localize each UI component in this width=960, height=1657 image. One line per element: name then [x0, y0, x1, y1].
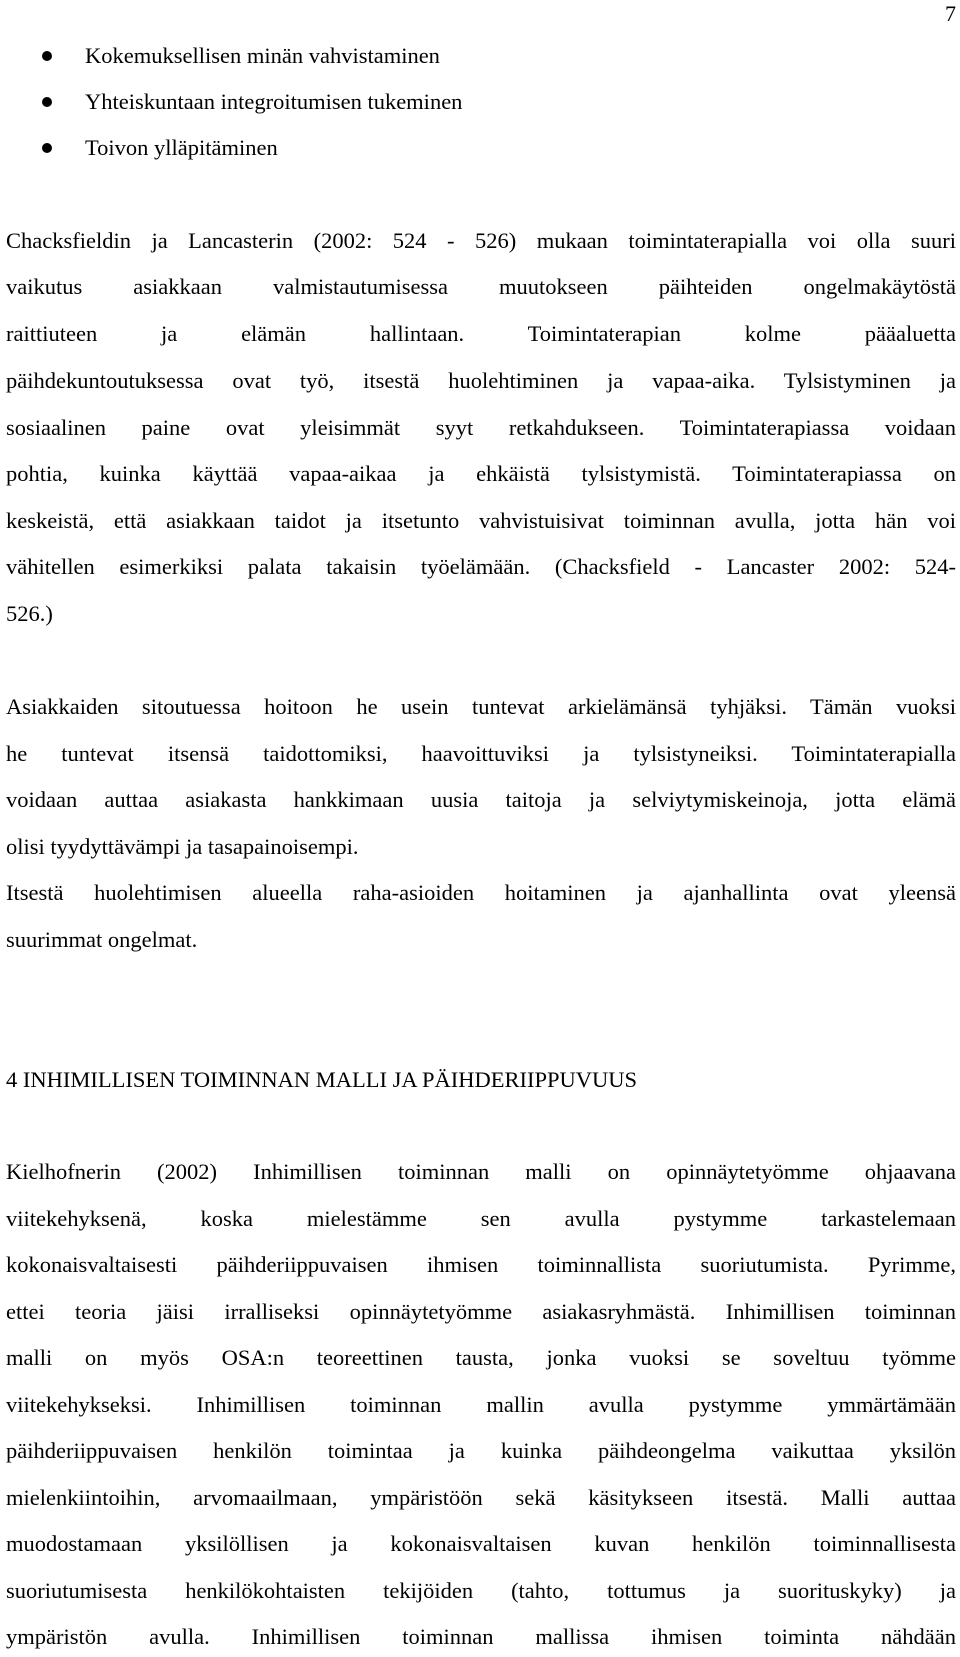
text-line: suoriutumisesta henkilökohtaisten tekijöiden (tahto, tottumus ja suorituskyky) ja [6, 1578, 956, 1603]
text-line: voidaan auttaa asiakasta hankkimaan uusia taitoja ja selviytymiskeinoja, jotta elämä [6, 787, 956, 812]
bullet-dot [42, 51, 52, 61]
bullet-item: Toivon ylläpitäminen [85, 135, 278, 160]
text-line: ympäristön avulla. Inhimillisen toiminnan mallissa ihmisen toiminta nähdään [6, 1624, 956, 1649]
text-line: sosiaalinen paine ovat yleisimmät syyt retkahdukseen. Toimintaterapiassa voidaan [6, 415, 956, 440]
text-line: päihdekuntoutuksessa ovat työ, itsestä huolehtiminen ja vapaa-aika. Tylsistyminen ja [6, 368, 956, 393]
section-heading: 4 INHIMILLISEN TOIMINNAN MALLI JA PÄIHDERIIPPUVUUS [6, 1067, 638, 1092]
text-line: päihderiippuvaisen henkilön toimintaa ja kuinka päihdeongelma vaikuttaa yksilön [6, 1438, 956, 1463]
text-line: raittiuteen ja elämän hallintaan. Toimintaterapian kolme pääaluetta [6, 321, 956, 346]
bullet-dot [42, 143, 52, 153]
text-line: 526.) [6, 601, 53, 626]
bullet-item: Yhteiskuntaan integroitumisen tukeminen [85, 89, 463, 114]
text-line: vähitellen esimerkiksi palata takaisin työelämään. (Chacksfield - Lancaster 2002: 524- [6, 554, 956, 579]
text-line: he tuntevat itsensä taidottomiksi, haavoittuviksi ja tylsistyneiksi. Toimintaterapialla [6, 741, 956, 766]
bullet-dot [42, 97, 52, 107]
text-line: keskeistä, että asiakkaan taidot ja itsetunto vahvistuisivat toiminnan avulla, jotta hän voi [6, 508, 956, 533]
text-line: ettei teoria jäisi irralliseksi opinnäytetyömme asiakasryhmästä. Inhimillisen toiminnan [6, 1299, 956, 1324]
text-line: muodostamaan yksilöllisen ja kokonaisvaltaisen kuvan henkilön toiminnallisesta [6, 1531, 956, 1556]
text-line: mielenkiintoihin, arvomaailmaan, ympäristöön sekä käsitykseen itsestä. Malli auttaa [6, 1485, 956, 1510]
text-line: Chacksfieldin ja Lancasterin (2002: 524 - 526) mukaan toimintaterapialla voi olla suuri [6, 228, 956, 253]
text-line: Asiakkaiden sitoutuessa hoitoon he usein tuntevat arkielämänsä tyhjäksi. Tämän vuoksi [6, 694, 956, 719]
text-line: kokonaisvaltaisesti päihderiippuvaisen ihmisen toiminnallista suoriutumista. Pyrimme, [6, 1252, 956, 1277]
page-number: 7 [945, 1, 956, 26]
bullet-item: Kokemuksellisen minän vahvistaminen [85, 43, 440, 68]
text-line: viitekehykseksi. Inhimillisen toiminnan mallin avulla pystymme ymmärtämään [6, 1392, 956, 1417]
text-line: pohtia, kuinka käyttää vapaa-aikaa ja ehkäistä tylsistymistä. Toimintaterapiassa on [6, 461, 956, 486]
text-line: vaikutus asiakkaan valmistautumisessa muutokseen päihteiden ongelmakäytöstä [6, 274, 956, 299]
text-line: viitekehyksenä, koska mielestämme sen avulla pystymme tarkastelemaan [6, 1206, 956, 1231]
text-line: Itsestä huolehtimisen alueella raha-asioiden hoitaminen ja ajanhallinta ovat yleensä [6, 880, 956, 905]
text-line: suurimmat ongelmat. [6, 927, 198, 952]
text-line: olisi tyydyttävämpi ja tasapainoisempi. [6, 834, 359, 859]
text-line: Kielhofnerin (2002) Inhimillisen toiminnan malli on opinnäytetyömme ohjaavana [6, 1159, 956, 1184]
text-line: malli on myös OSA:n teoreettinen tausta, jonka vuoksi se soveltuu työmme [6, 1345, 956, 1370]
